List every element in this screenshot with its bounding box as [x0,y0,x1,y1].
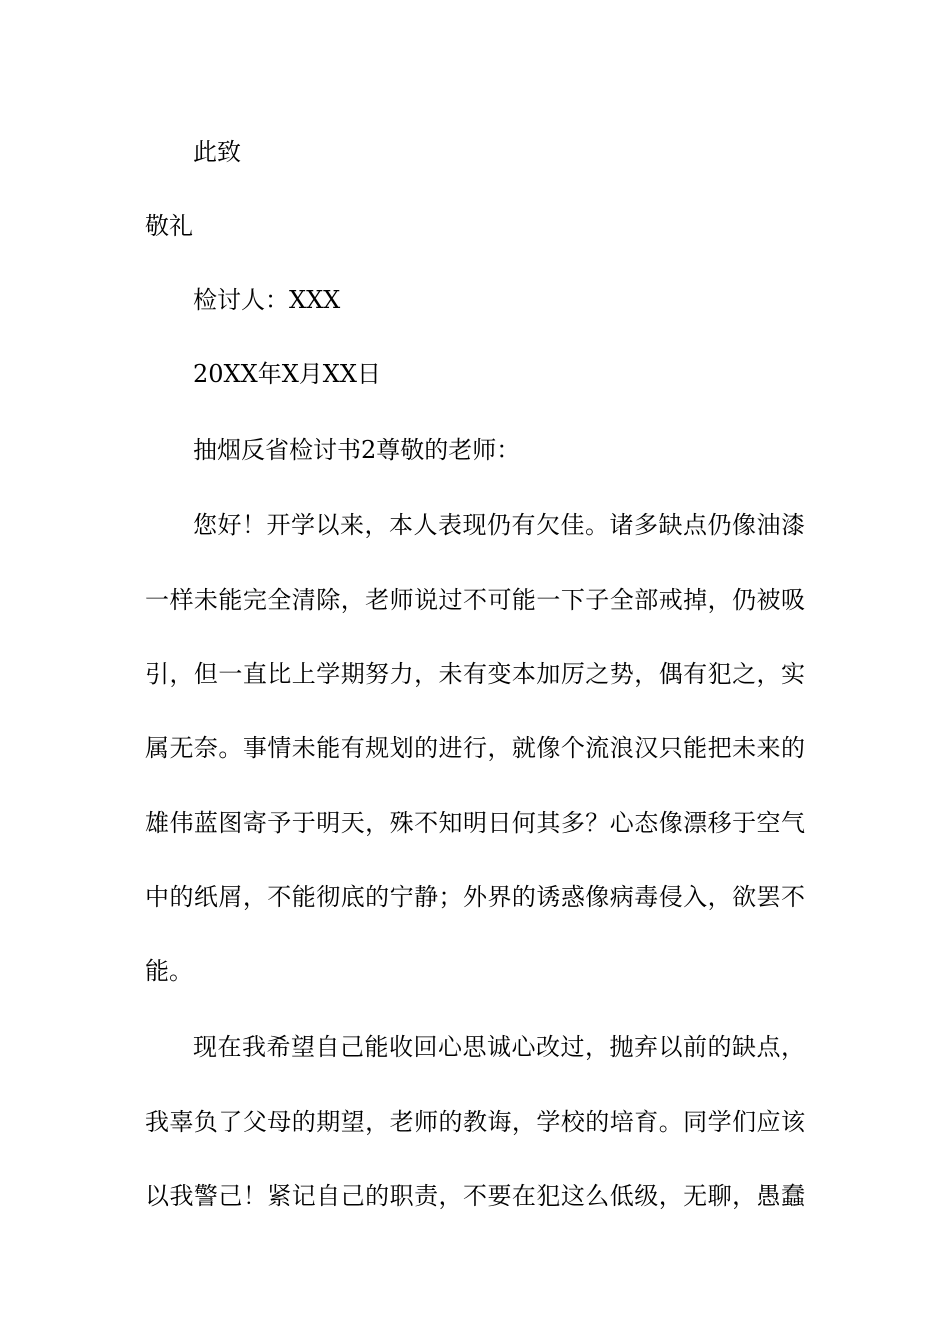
paragraph-line: 属无奈。事情未能有规划的进行，就像个流浪汉只能把未来的 [145,734,805,762]
paragraph-line: 以我警己！紧记自己的职责，不要在犯这么低级，无聊，愚蠢 [145,1182,805,1210]
date-line: 20XX年X月XX日 [193,360,381,388]
paragraph-line: 引，但一直比上学期努力，未有变本加厉之势，偶有犯之，实 [145,660,805,688]
paragraph-line: 现在我希望自己能收回心思诚心改过，抛弃以前的缺点， [193,1033,805,1061]
paragraph-line: 中的纸屑，不能彻底的宁静；外界的诱惑像病毒侵入，欲罢不 [145,883,805,911]
paragraph-line: 我辜负了父母的期望，老师的教诲，学校的培育。同学们应该 [145,1108,805,1136]
paragraph-line: 您好！开学以来，本人表现仍有欠佳。诸多缺点仍像油漆 [193,511,805,539]
letter-heading: 抽烟反省检讨书2尊敬的老师： [193,436,521,464]
signer-line: 检讨人：XXX [193,286,341,314]
closing-respect: 敬礼 [145,212,193,240]
closing-salutation: 此致 [193,138,241,166]
paragraph-line: 一样未能完全清除，老师说过不可能一下子全部戒掉，仍被吸 [145,586,805,614]
paragraph-line: 雄伟蓝图寄予于明天，殊不知明日何其多？心态像漂移于空气 [145,809,805,837]
paragraph-line: 能。 [145,957,193,985]
